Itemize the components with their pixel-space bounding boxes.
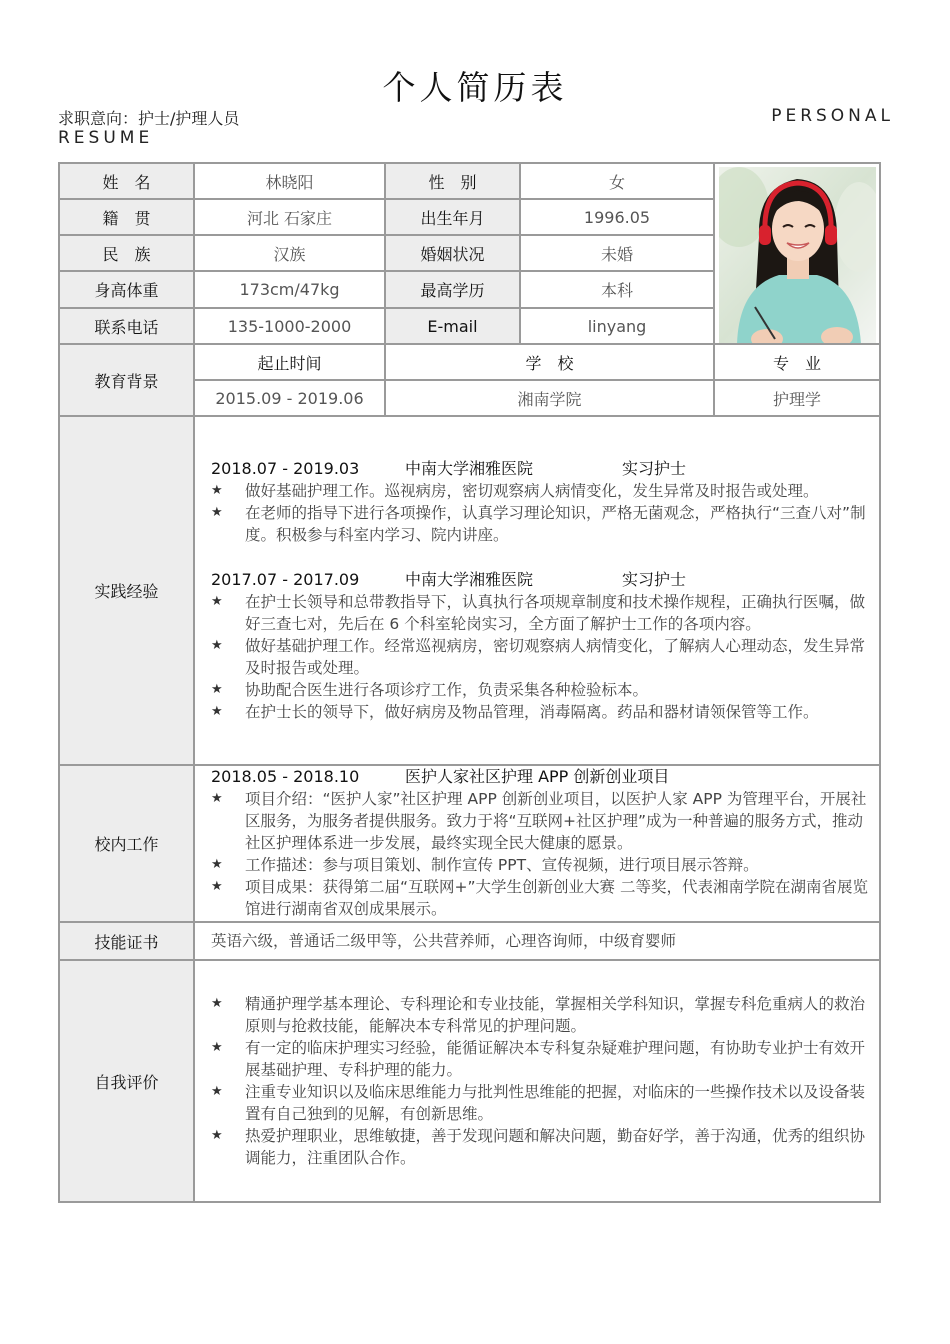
star-bullet-icon: ★: [211, 1040, 223, 1055]
edu-col-time: 起止时间: [194, 344, 385, 380]
phone-label: 联系电话: [59, 308, 194, 344]
practice-1-date: 2018.07 - 2019.03: [211, 459, 360, 478]
star-bullet-icon: ★: [211, 1084, 223, 1099]
star-bullet-icon: ★: [211, 505, 223, 520]
edu-major: 护理学: [714, 380, 880, 416]
list-item: ★ 热爱护理职业，思维敏捷，善于发现问题和解决问题，勤奋好学，善于沟通，优秀的组织协调能力，注重团队合作。: [211, 1127, 866, 1167]
star-bullet-icon: ★: [211, 1128, 223, 1143]
campus-date: 2018.05 - 2018.10: [211, 767, 360, 786]
list-item: ★ 在护士长的领导下，做好病房及物品管理，消毒隔离。药品和器材请领保管等工作。: [211, 703, 819, 721]
gender-label: 性 别: [385, 163, 520, 199]
name-label: 姓 名: [59, 163, 194, 199]
name-value: 林晓阳: [194, 163, 385, 199]
practice-2-role: 实习护士: [622, 570, 687, 589]
star-bullet-icon: ★: [211, 704, 223, 719]
list-item: ★ 做好基础护理工作。巡视病房，密切观察病人病情变化，发生异常及时报告或处理。: [211, 482, 819, 500]
star-bullet-icon: ★: [211, 682, 223, 697]
origin-label: 籍 贯: [59, 199, 194, 235]
practice-2-date: 2017.07 - 2017.09: [211, 570, 360, 589]
body-value: 173cm/47kg: [194, 271, 385, 308]
list-item: ★ 精通护理学基本理论、专科理论和专业技能，掌握相关学科知识，掌握专科危重病人的救治原则与抢救技能，能解决本专科常见的护理问题。: [211, 995, 866, 1035]
page-title: 个人简历表: [382, 68, 568, 107]
star-bullet-icon: ★: [211, 879, 223, 894]
degree-label: 最高学历: [385, 271, 520, 308]
practice-1-role: 实习护士: [622, 459, 687, 478]
list-item: ★ 在护士长领导和总带教指导下，认真执行各项规章制度和技术操作规程，正确执行医嘱，做好三查七对，先后在 6 个科室轮岗实习，全方面了解护士工作的各项内容。: [211, 593, 866, 633]
list-item: ★ 项目成果：获得第二届“互联网+”大学生创新创业大赛 二等奖，代表湘南学院在湖南省展览馆进行湖南省双创成果展示。: [211, 878, 868, 918]
marital-value: 未婚: [520, 235, 714, 271]
star-bullet-icon: ★: [211, 483, 223, 498]
list-item: ★ 工作描述：参与项目策划、制作宣传 PPT、宣传视频，进行项目展示答辩。: [211, 856, 759, 874]
edu-time: 2015.09 - 2019.06: [194, 380, 385, 416]
edu-school: 湘南学院: [385, 380, 714, 416]
star-bullet-icon: ★: [211, 791, 223, 806]
resume-label: RESUME: [58, 128, 154, 148]
practice-2-org: 中南大学湘雅医院: [405, 570, 534, 589]
list-item: ★ 注重专业知识以及临床思维能力与批判性思维能的把握，对临床的一些操作技术以及设备装置有自己独到的见解，有创新思维。: [211, 1083, 866, 1123]
email-label: E-mail: [385, 308, 520, 344]
practice-1-org: 中南大学湘雅医院: [405, 459, 534, 478]
list-item: ★ 做好基础护理工作。经常巡视病房，密切观察病人病情变化，了解病人心理动态，发生异常及时报告或处理。: [211, 637, 866, 677]
skills-label: 技能证书: [59, 922, 194, 960]
list-item: ★ 在老师的指导下进行各项操作，认真学习理论知识，严格无菌观念，严格执行“三查八对”制度。积极参与科室内学习、院内讲座。: [211, 504, 866, 544]
edu-col-major: 专 业: [714, 344, 880, 380]
marital-label: 婚姻状况: [385, 235, 520, 271]
star-bullet-icon: ★: [211, 996, 223, 1011]
edu-col-school: 学 校: [385, 344, 714, 380]
list-item: ★ 协助配合医生进行各项诊疗工作，负责采集各种检验标本。: [211, 681, 649, 699]
resume-table-frame: [58, 162, 881, 1203]
gender-value: 女: [520, 163, 714, 199]
star-bullet-icon: ★: [211, 594, 223, 609]
degree-value: 本科: [520, 271, 714, 308]
campus-label: 校内工作: [59, 765, 194, 922]
education-label: 教育背景: [59, 344, 194, 416]
ethnic-value: 汉族: [194, 235, 385, 271]
star-bullet-icon: ★: [211, 638, 223, 653]
body-label: 身高体重: [59, 271, 194, 308]
birth-label: 出生年月: [385, 199, 520, 235]
birth-value: 1996.05: [520, 199, 714, 235]
campus-project: 医护人家社区护理 APP 创新创业项目: [405, 767, 670, 786]
self-eval-label: 自我评价: [59, 960, 194, 1202]
list-item: ★ 有一定的临床护理实习经验，能循证解决本专科复杂疑难护理问题，有协助专业护士有效开展基础护理、专科护理的能力。: [211, 1039, 866, 1079]
star-bullet-icon: ★: [211, 857, 223, 872]
origin-value: 河北 石家庄: [194, 199, 385, 235]
phone-value: 135-1000-2000: [194, 308, 385, 344]
list-item: ★ 项目介绍：“医护人家”社区护理 APP 创新创业项目，以医护人家 APP 为管理平台，开展社区服务，为服务者提供服务。致力于将“互联网+社区护理”成为一种普遍的服务方式，推动社区护理体系进一步发展，最终实现全民大健康的愿景。: [211, 790, 867, 852]
practice-label: 实践经验: [59, 416, 194, 765]
email-value: linyang: [520, 308, 714, 344]
skills-text: 英语六级，普通话二级甲等，公共营养师，心理咨询师，中级育婴师: [211, 932, 677, 950]
job-intention: 求职意向：护士/护理人员: [58, 109, 240, 128]
personal-label: PERSONAL: [771, 106, 894, 126]
ethnic-label: 民 族: [59, 235, 194, 271]
